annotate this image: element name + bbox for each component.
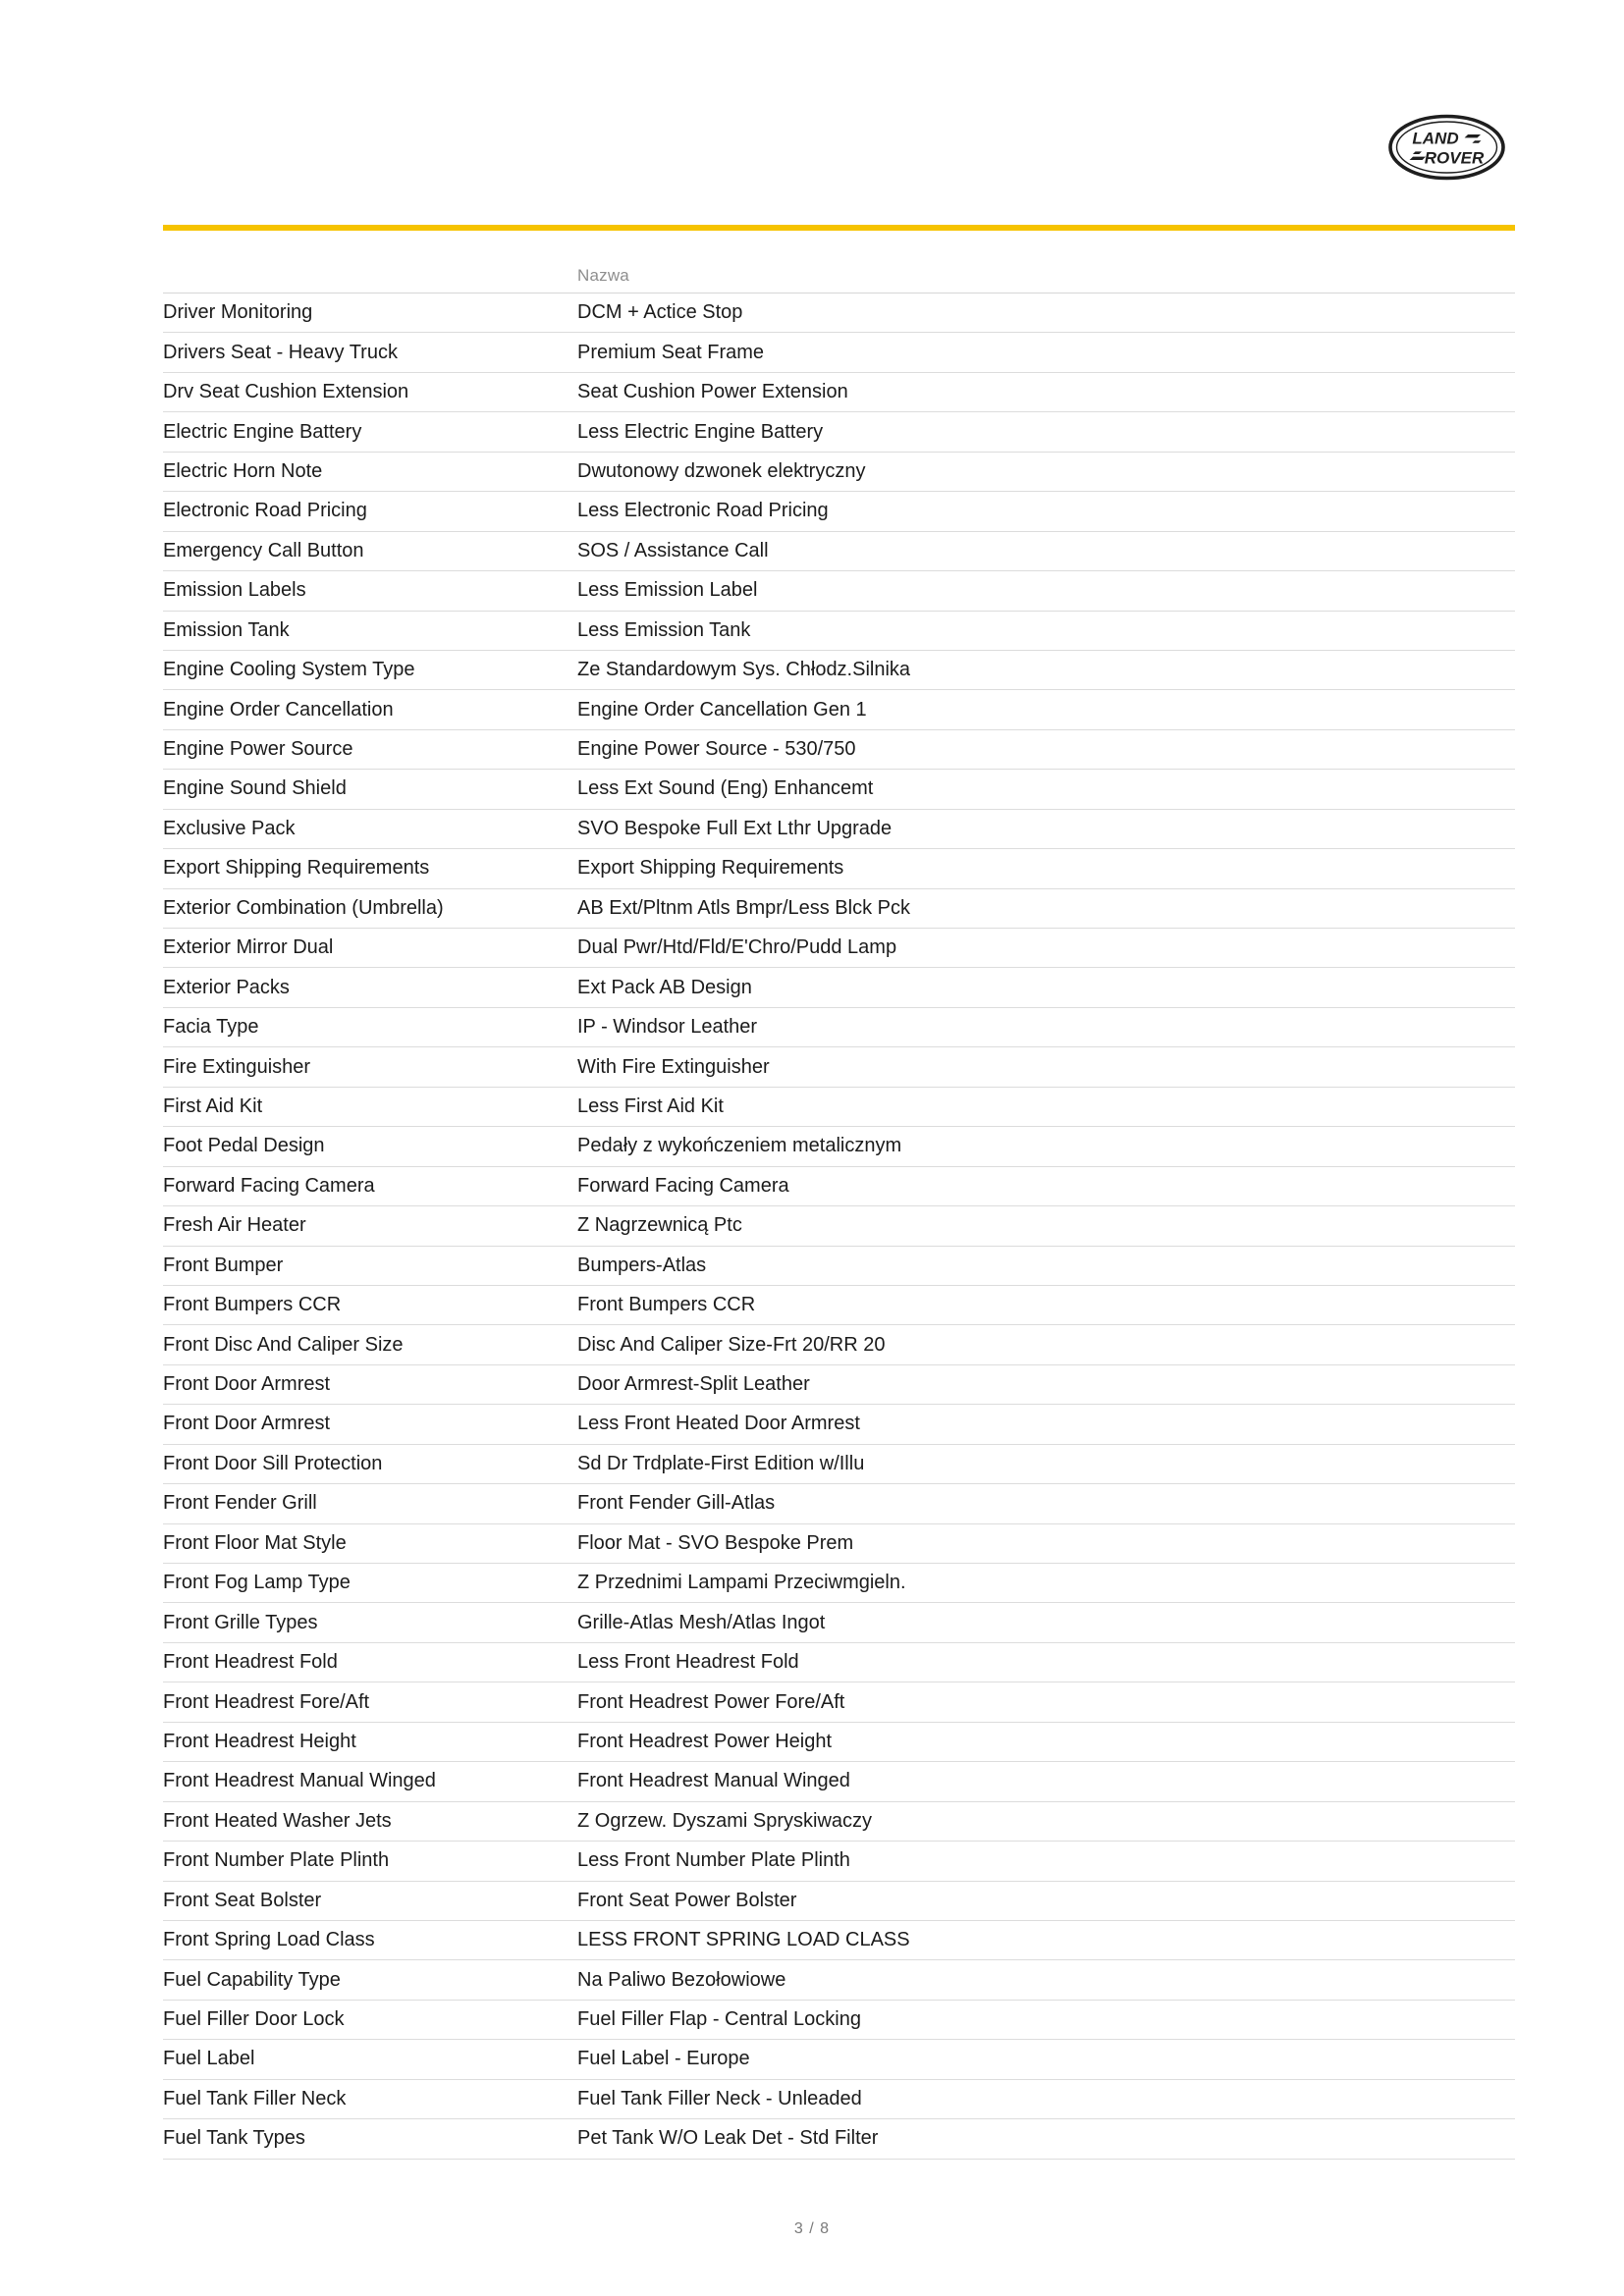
attribute-name-cell: Fuel Tank Filler Neck xyxy=(163,2087,347,2109)
attribute-value-cell: Front Headrest Power Fore/Aft xyxy=(577,1690,845,1713)
attribute-value-cell: Less Front Headrest Fold xyxy=(577,1651,799,1674)
attribute-value-cell: SVO Bespoke Full Ext Lthr Upgrade xyxy=(577,817,893,839)
attribute-value-cell: Bumpers-Atlas xyxy=(577,1254,707,1276)
attribute-value-cell: Engine Power Source - 530/750 xyxy=(577,738,856,761)
attribute-value-cell: Grille-Atlas Mesh/Atlas Ingot xyxy=(577,1611,826,1633)
attribute-value-cell: Na Paliwo Bezołowiowe xyxy=(577,1968,786,1991)
attribute-value-cell: IP - Windsor Leather xyxy=(577,1016,758,1039)
table-row xyxy=(163,1603,1515,1642)
attribute-name-cell: Engine Order Cancellation xyxy=(163,698,394,721)
table-row xyxy=(163,929,1515,968)
attribute-name-cell: Front Floor Mat Style xyxy=(163,1531,347,1554)
table-row xyxy=(163,849,1515,888)
spec-table xyxy=(163,259,1515,2160)
attribute-name-cell: Front Headrest Fore/Aft xyxy=(163,1690,370,1713)
table-row xyxy=(163,1325,1515,1364)
attribute-name-cell: Electric Engine Battery xyxy=(163,420,362,443)
attribute-name-cell: Front Fog Lamp Type xyxy=(163,1572,351,1594)
column-header-nazwa: Nazwa xyxy=(577,266,629,285)
page-number: 3 / 8 xyxy=(793,2220,831,2237)
attribute-value-cell: Front Headrest Manual Winged xyxy=(577,1770,850,1792)
attribute-value-cell: Front Bumpers CCR xyxy=(577,1294,756,1316)
table-row xyxy=(163,1842,1515,1881)
attribute-name-cell: Front Grille Types xyxy=(163,1611,318,1633)
table-row xyxy=(163,1088,1515,1127)
table-row xyxy=(163,1723,1515,1762)
attribute-name-cell: Forward Facing Camera xyxy=(163,1174,375,1197)
attribute-name-cell: Front Headrest Height xyxy=(163,1730,356,1752)
table-row xyxy=(163,2119,1515,2159)
attribute-name-cell: Emission Labels xyxy=(163,579,306,602)
table-row xyxy=(163,968,1515,1007)
attribute-name-cell: Electronic Road Pricing xyxy=(163,500,367,522)
attribute-name-cell: Front Door Armrest xyxy=(163,1373,331,1396)
attribute-value-cell: Forward Facing Camera xyxy=(577,1174,789,1197)
table-row xyxy=(163,1682,1515,1722)
attribute-value-cell: Z Przednimi Lampami Przeciwmgieln. xyxy=(577,1572,906,1594)
attribute-name-cell: Exterior Combination (Umbrella) xyxy=(163,896,444,919)
attribute-value-cell: Less Front Number Plate Plinth xyxy=(577,1849,850,1872)
attribute-name-cell: Front Door Armrest xyxy=(163,1413,331,1435)
table-row xyxy=(163,1445,1515,1484)
attribute-name-cell: Facia Type xyxy=(163,1016,259,1039)
spec-table-rows xyxy=(163,294,1515,2160)
table-row xyxy=(163,651,1515,690)
attribute-name-cell: Export Shipping Requirements xyxy=(163,857,430,880)
attribute-value-cell: Ext Pack AB Design xyxy=(577,976,752,998)
attribute-name-cell: Front Bumpers CCR xyxy=(163,1294,342,1316)
accent-divider xyxy=(163,225,1515,231)
attribute-value-cell: Seat Cushion Power Extension xyxy=(577,381,848,403)
attribute-value-cell: Disc And Caliper Size-Frt 20/RR 20 xyxy=(577,1333,886,1356)
table-row xyxy=(163,1524,1515,1564)
attribute-name-cell: Driver Monitoring xyxy=(163,301,313,324)
table-row xyxy=(163,1286,1515,1325)
table-row xyxy=(163,889,1515,929)
attribute-value-cell: Front Fender Gill-Atlas xyxy=(577,1492,776,1515)
attribute-value-cell: Floor Mat - SVO Bespoke Prem xyxy=(577,1531,854,1554)
attribute-value-cell: Less Emission Tank xyxy=(577,618,751,641)
table-row xyxy=(163,1484,1515,1523)
attribute-name-cell: Emission Tank xyxy=(163,618,290,641)
attribute-name-cell: Engine Power Source xyxy=(163,738,353,761)
table-row xyxy=(163,492,1515,531)
attribute-name-cell: Front Fender Grill xyxy=(163,1492,317,1515)
attribute-value-cell: Door Armrest-Split Leather xyxy=(577,1373,810,1396)
table-row xyxy=(163,1247,1515,1286)
attribute-name-cell: Front Bumper xyxy=(163,1254,284,1276)
table-row xyxy=(163,412,1515,452)
attribute-value-cell: Pedały z wykończeniem metalicznym xyxy=(577,1135,902,1157)
table-row xyxy=(163,571,1515,611)
attribute-value-cell: Dwutonowy dzwonek elektryczny xyxy=(577,459,866,482)
table-row xyxy=(163,294,1515,333)
attribute-name-cell: Electric Horn Note xyxy=(163,459,323,482)
attribute-name-cell: Drivers Seat - Heavy Truck xyxy=(163,341,398,363)
attribute-value-cell: Less Electric Engine Battery xyxy=(577,420,824,443)
attribute-value-cell: Less Electronic Road Pricing xyxy=(577,500,829,522)
attribute-value-cell: Ze Standardowym Sys. Chłodz.Silnika xyxy=(577,659,911,681)
table-row xyxy=(163,810,1515,849)
table-row xyxy=(163,1008,1515,1047)
attribute-name-cell: Foot Pedal Design xyxy=(163,1135,325,1157)
table-row xyxy=(163,1643,1515,1682)
attribute-name-cell: Front Heated Washer Jets xyxy=(163,1809,392,1832)
attribute-value-cell: Fuel Filler Flap - Central Locking xyxy=(577,2008,861,2031)
attribute-value-cell: SOS / Assistance Call xyxy=(577,539,769,561)
attribute-value-cell: Premium Seat Frame xyxy=(577,341,765,363)
table-row xyxy=(163,373,1515,412)
table-row xyxy=(163,1921,1515,1960)
attribute-value-cell: Z Nagrzewnicą Ptc xyxy=(577,1214,742,1237)
attribute-name-cell: First Aid Kit xyxy=(163,1095,263,1117)
table-row xyxy=(163,2080,1515,2119)
table-row xyxy=(163,2001,1515,2040)
table-row xyxy=(163,1564,1515,1603)
attribute-value-cell: Less Ext Sound (Eng) Enhancemt xyxy=(577,777,874,800)
attribute-name-cell: Fresh Air Heater xyxy=(163,1214,306,1237)
table-row xyxy=(163,1960,1515,2000)
land-rover-logo-icon xyxy=(1387,114,1506,181)
attribute-name-cell: Front Spring Load Class xyxy=(163,1929,375,1951)
attribute-name-cell: Fuel Filler Door Lock xyxy=(163,2008,345,2031)
table-row xyxy=(163,1127,1515,1166)
table-row xyxy=(163,2040,1515,2079)
attribute-name-cell: Front Seat Bolster xyxy=(163,1889,322,1911)
attribute-value-cell: Engine Order Cancellation Gen 1 xyxy=(577,698,867,721)
attribute-value-cell: Fuel Tank Filler Neck - Unleaded xyxy=(577,2087,862,2109)
table-row xyxy=(163,1047,1515,1087)
table-row xyxy=(163,612,1515,651)
logo-text-rover: ROVER xyxy=(1424,148,1485,168)
attribute-value-cell: Dual Pwr/Htd/Fld/E'Chro/Pudd Lamp xyxy=(577,936,897,959)
attribute-name-cell: Fuel Capability Type xyxy=(163,1968,341,1991)
logo-text-land: LAND xyxy=(1412,129,1459,148)
attribute-value-cell: With Fire Extinguisher xyxy=(577,1055,770,1078)
attribute-value-cell: Less First Aid Kit xyxy=(577,1095,724,1117)
table-row xyxy=(163,333,1515,372)
table-row xyxy=(163,1802,1515,1842)
attribute-value-cell: Sd Dr Trdplate-First Edition w/Illu xyxy=(577,1452,865,1474)
table-row xyxy=(163,1206,1515,1246)
attribute-name-cell: Fuel Tank Types xyxy=(163,2127,305,2150)
table-header-row xyxy=(163,259,1515,294)
attribute-name-cell: Front Headrest Manual Winged xyxy=(163,1770,436,1792)
attribute-value-cell: Pet Tank W/O Leak Det - Std Filter xyxy=(577,2127,879,2150)
attribute-name-cell: Engine Sound Shield xyxy=(163,777,347,800)
attribute-name-cell: Exterior Mirror Dual xyxy=(163,936,334,959)
attribute-value-cell: Less Emission Label xyxy=(577,579,758,602)
attribute-name-cell: Emergency Call Button xyxy=(163,539,364,561)
attribute-name-cell: Drv Seat Cushion Extension xyxy=(163,381,409,403)
table-row xyxy=(163,770,1515,809)
table-row xyxy=(163,453,1515,492)
table-row xyxy=(163,730,1515,770)
table-row xyxy=(163,1882,1515,1921)
attribute-value-cell: DCM + Actice Stop xyxy=(577,301,743,324)
attribute-name-cell: Engine Cooling System Type xyxy=(163,659,415,681)
attribute-name-cell: Front Headrest Fold xyxy=(163,1651,338,1674)
attribute-value-cell: Front Seat Power Bolster xyxy=(577,1889,797,1911)
attribute-name-cell: Front Number Plate Plinth xyxy=(163,1849,390,1872)
attribute-name-cell: Front Disc And Caliper Size xyxy=(163,1333,404,1356)
table-row xyxy=(163,1762,1515,1801)
attribute-value-cell: Z Ogrzew. Dyszami Spryskiwaczy xyxy=(577,1809,873,1832)
attribute-value-cell: LESS FRONT SPRING LOAD CLASS xyxy=(577,1929,910,1951)
attribute-value-cell: AB Ext/Pltnm Atls Bmpr/Less Blck Pck xyxy=(577,896,910,919)
table-row xyxy=(163,532,1515,571)
attribute-name-cell: Exterior Packs xyxy=(163,976,290,998)
attribute-name-cell: Exclusive Pack xyxy=(163,817,296,839)
table-row xyxy=(163,1405,1515,1444)
table-row xyxy=(163,1167,1515,1206)
table-row xyxy=(163,1365,1515,1405)
attribute-name-cell: Front Door Sill Protection xyxy=(163,1452,383,1474)
attribute-value-cell: Less Front Heated Door Armrest xyxy=(577,1413,860,1435)
attribute-value-cell: Export Shipping Requirements xyxy=(577,857,844,880)
table-row xyxy=(163,690,1515,729)
attribute-value-cell: Front Headrest Power Height xyxy=(577,1730,833,1752)
attribute-name-cell: Fuel Label xyxy=(163,2048,255,2070)
attribute-name-cell: Fire Extinguisher xyxy=(163,1055,311,1078)
attribute-value-cell: Fuel Label - Europe xyxy=(577,2048,750,2070)
